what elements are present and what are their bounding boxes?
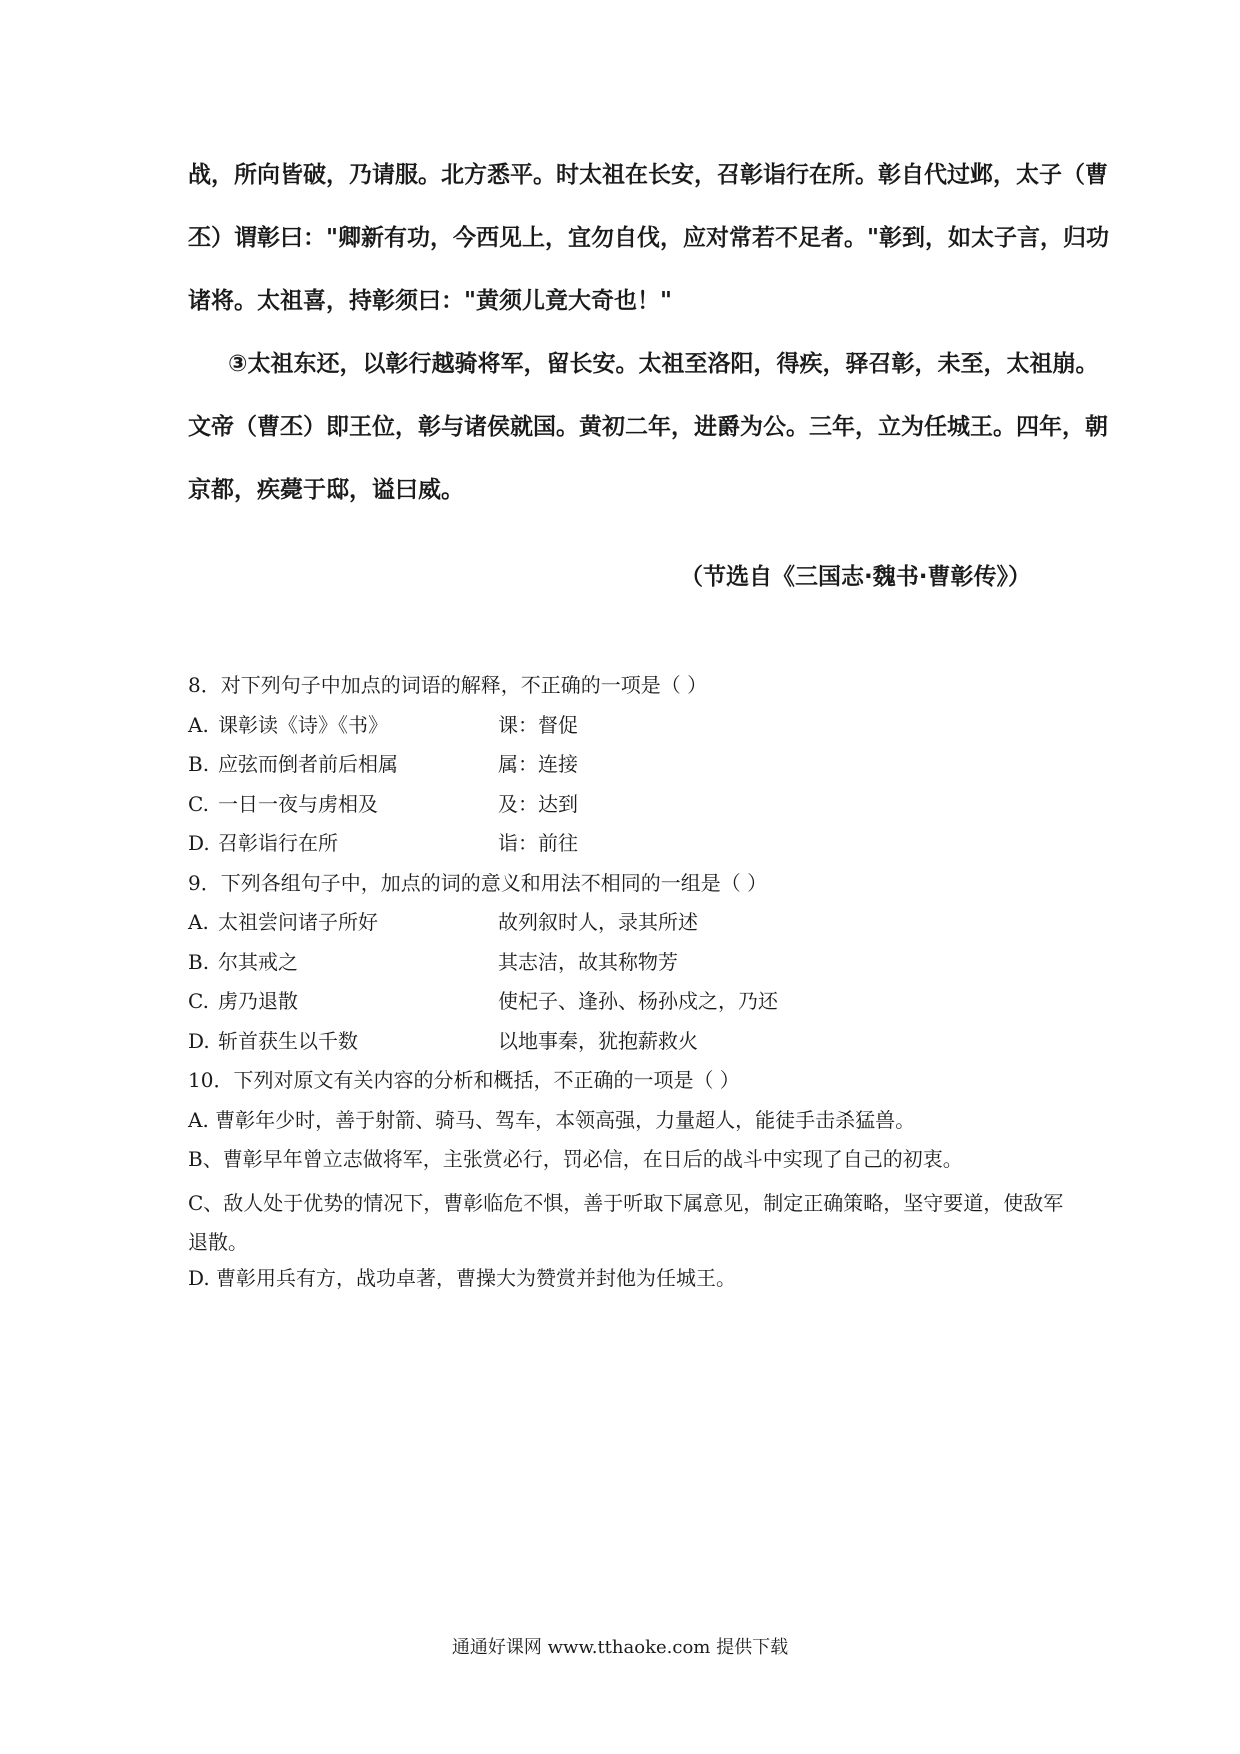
option-sentence: 召彰诣行在所 bbox=[218, 831, 338, 855]
passage-line: ③太祖东还，以彰行越骑将军，留长安。太祖至洛阳，得疾，驿召彰，未至，太祖崩。 bbox=[228, 351, 1099, 377]
option-label: D. bbox=[188, 831, 210, 855]
question-9-option-d bbox=[188, 1026, 1068, 1066]
question-8-stem: 8．对下列句子中加点的词语的解释，不正确的一项是（ ） bbox=[188, 673, 708, 697]
option-sentence: 尔其戒之 bbox=[218, 949, 298, 974]
question-8-option-a bbox=[188, 710, 1068, 750]
question-10-stem: 10．下列对原文有关内容的分析和概括，不正确的一项是（ ） bbox=[188, 1068, 740, 1092]
option-explanation: 使杞子、逢孙、杨孙戍之，乃还 bbox=[498, 989, 778, 1013]
question-section bbox=[188, 670, 1068, 1302]
option-label: C. bbox=[188, 791, 209, 816]
page-footer: 通通好课网 www.tthaoke.com 提供下载 bbox=[451, 1637, 789, 1658]
option-label: A. bbox=[188, 910, 209, 934]
question-9-option-a bbox=[188, 907, 1068, 947]
option-explanation: 其志洁，故其称物芳 bbox=[498, 949, 678, 974]
option-label: C. bbox=[188, 989, 209, 1013]
question-10-option-b: B、曹彰早年曾立志做将军，主张赏必行，罚必信，在日后的战斗中实现了自己的初衷。 bbox=[188, 1147, 963, 1171]
option-sentence: 斩首获生以千数 bbox=[218, 1028, 358, 1053]
classical-passage bbox=[188, 158, 1109, 536]
option-label: B. bbox=[188, 752, 210, 776]
passage-line: 丕）谓彰曰："卿新有功，今西见上，宜勿自伐，应对常若不足者。"彰到，如太子言，归功 bbox=[188, 225, 1109, 251]
option-explanation: 以地事秦，犹抱薪救火 bbox=[498, 1028, 698, 1053]
question-9-stem: 9．下列各组句子中，加点的词的意义和用法不相同的一组是（ ） bbox=[188, 870, 768, 895]
question-9-option-c bbox=[188, 986, 1068, 1026]
option-explanation: 课：督促 bbox=[498, 712, 578, 737]
option-label: A. bbox=[188, 712, 209, 737]
passage-source: （节选自《三国志·魏书·曹彰传》） bbox=[680, 564, 1031, 590]
question-9-option-b bbox=[188, 947, 1068, 987]
option-label: B. bbox=[188, 949, 210, 974]
option-sentence: 课彰读《诗》《书》 bbox=[218, 712, 388, 737]
passage-line: 战，所向皆破，乃请服。北方悉平。时太祖在长安，召彰诣行在所。彰自代过邺，太子（曹 bbox=[188, 162, 1108, 188]
question-10-option-c: C、敌人处于优势的情况下，曹彰临危不惧，善于听取下属意见，制定正确策略，坚守要道，使敌军退散。 bbox=[188, 1190, 1064, 1254]
option-sentence: 太祖尝问诸子所好 bbox=[218, 910, 378, 934]
question-8-option-c bbox=[188, 789, 1068, 829]
option-sentence: 一日一夜与虏相及 bbox=[218, 791, 378, 816]
passage-line: 京都，疾薨于邸，谥曰威。 bbox=[188, 477, 464, 503]
question-10-option-a: A. 曹彰年少时，善于射箭、骑马、驾车，本领高强，力量超人，能徒手击杀猛兽。 bbox=[188, 1107, 916, 1132]
question-10-option-d: D. 曹彰用兵有方，战功卓著，曹操大为赞赏并封他为任城王。 bbox=[188, 1265, 737, 1290]
option-explanation: 诣：前往 bbox=[498, 831, 578, 855]
question-8-option-d bbox=[188, 828, 1068, 868]
option-explanation: 属：连接 bbox=[498, 752, 578, 776]
question-8-option-b bbox=[188, 749, 1068, 789]
option-sentence: 应弦而倒者前后相属 bbox=[218, 752, 398, 776]
option-sentence: 虏乃退散 bbox=[218, 989, 298, 1013]
option-label: D. bbox=[188, 1028, 210, 1053]
option-explanation: 及：达到 bbox=[498, 791, 578, 816]
passage-line: 文帝（曹丕）即王位，彰与诸侯就国。黄初二年，进爵为公。三年，立为任城王。四年，朝 bbox=[188, 414, 1108, 440]
option-explanation: 故列叙时人，录其所述 bbox=[498, 910, 698, 934]
passage-line: 诸将。太祖喜，持彰须曰："黄须儿竟大奇也！" bbox=[188, 288, 672, 314]
